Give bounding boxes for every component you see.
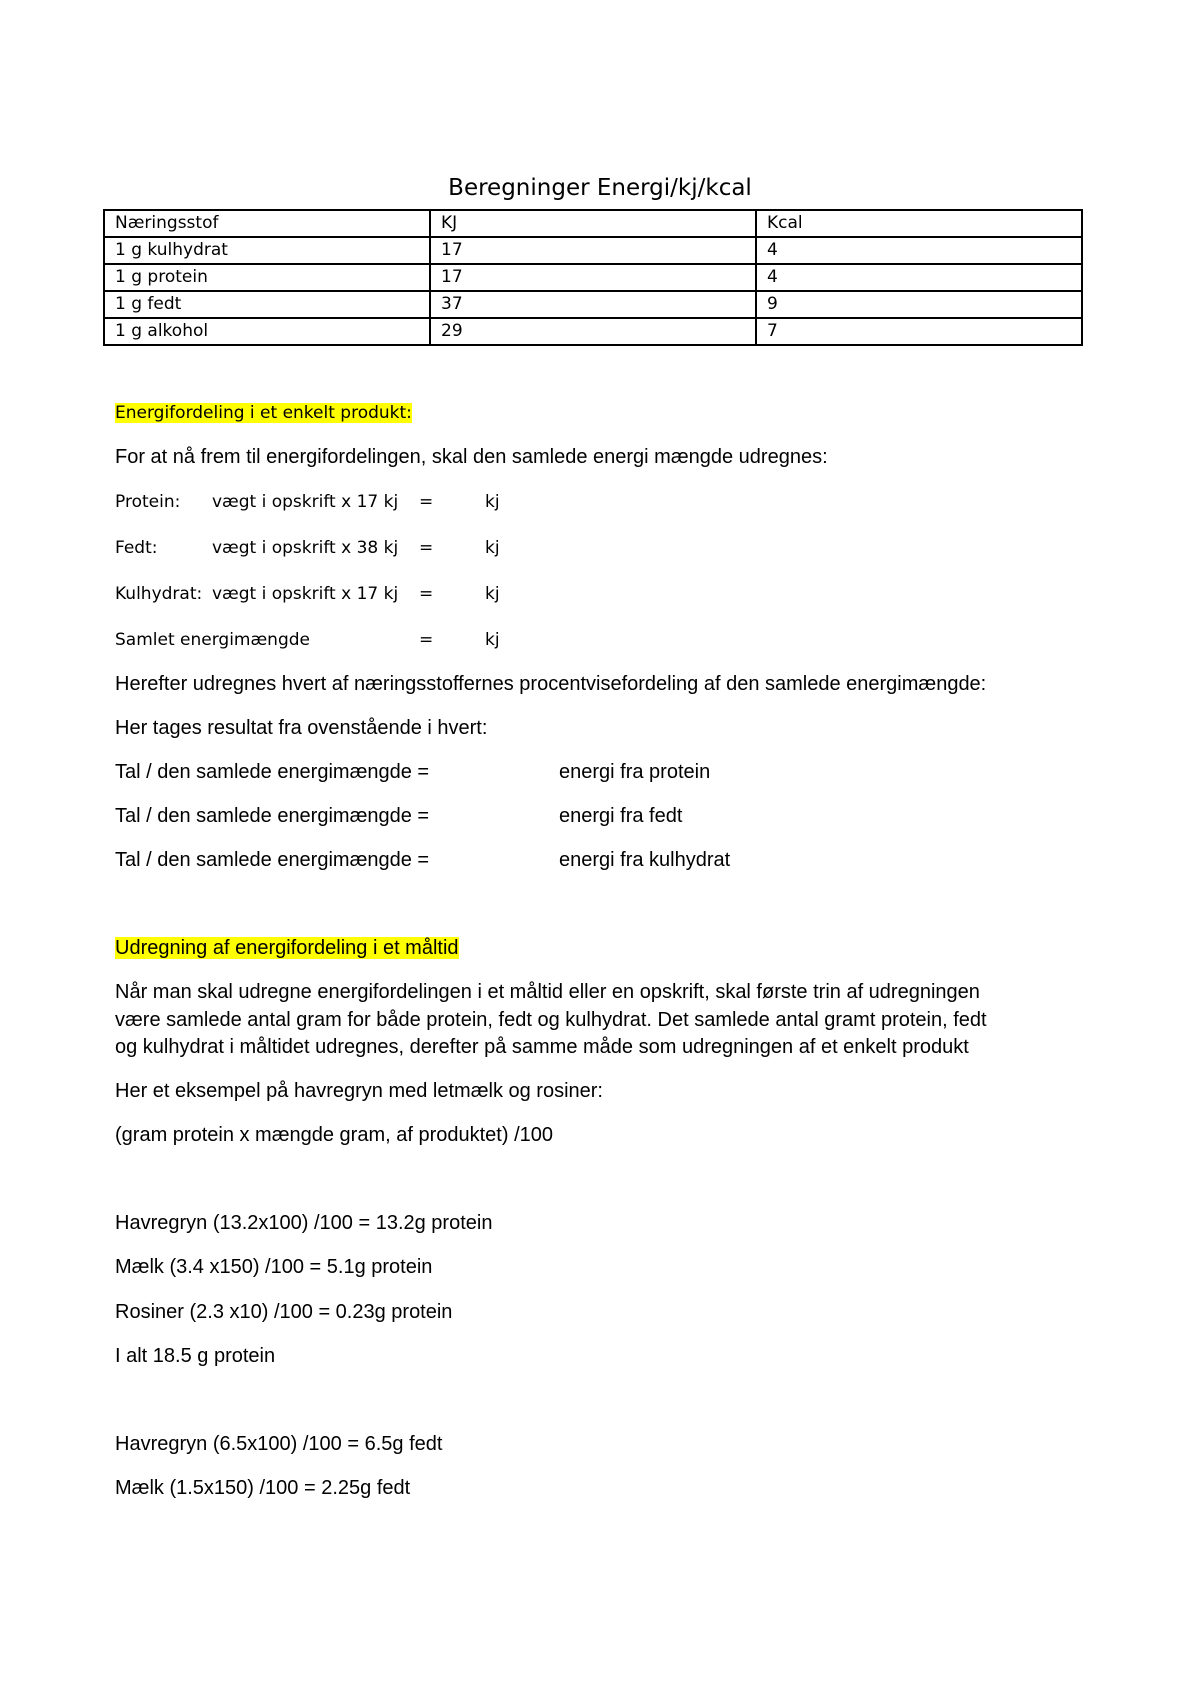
formula-label: Samlet energimængde (115, 630, 310, 650)
formula-expression: vægt i opskrift x 38 kj (212, 538, 399, 558)
paragraph-line: og kulhydrat i måltidet udregnes, derefter på samme måde som udregningen af et enkelt produkt (115, 1036, 969, 1058)
formula-unit: kj (485, 538, 500, 558)
table-row (104, 264, 1082, 291)
formula-unit: kj (485, 630, 500, 650)
ratio-result: energi fra protein (559, 761, 711, 783)
intro-text: For at nå frem til energifordelingen, skal den samlede energi mængde udregnes: (115, 446, 828, 468)
ratio-row (115, 805, 683, 828)
paragraph-line: være samlede antal gram for både protein, fedt og kulhydrat. Det samlede antal gramt protein, fedt (115, 1009, 987, 1031)
table-cell: 7 (756, 318, 1082, 345)
table-cell: 29 (430, 318, 756, 345)
formula-row (115, 492, 500, 512)
formula-row (115, 584, 500, 604)
ratio-result: energi fra fedt (559, 805, 683, 827)
table-cell: 37 (430, 291, 756, 318)
calculation-line: Rosiner (2.3 x10) /100 = 0.23g protein (115, 1301, 453, 1323)
table-cell: 17 (430, 237, 756, 264)
formula-row (115, 538, 500, 558)
formula-label: Kulhydrat: (115, 584, 203, 604)
formula-unit: kj (485, 584, 500, 604)
table-cell: 1 g kulhydrat (104, 237, 430, 264)
table-cell: 1 g fedt (104, 291, 430, 318)
ratio-result: energi fra kulhydrat (559, 849, 731, 871)
formula-unit: kj (485, 492, 500, 512)
formula-expression: vægt i opskrift x 17 kj (212, 492, 399, 512)
calculation-line: Havregryn (6.5x100) /100 = 6.5g fedt (115, 1433, 443, 1455)
table-row (104, 318, 1082, 345)
table-cell: 9 (756, 291, 1082, 318)
calculation-line: Mælk (1.5x150) /100 = 2.25g fedt (115, 1477, 411, 1499)
page-title: Beregninger Energi/kj/kcal (448, 175, 752, 201)
table-row (104, 291, 1082, 318)
formula-label: Protein: (115, 492, 181, 512)
section-heading (115, 403, 412, 423)
table-cell: 17 (430, 264, 756, 291)
table-cell: 1 g alkohol (104, 318, 430, 345)
body-text: Herefter udregnes hvert af næringsstoffernes procentvisefordeling af den samlede energimængde: (115, 673, 987, 695)
body-text: Her tages resultat fra ovenstående i hvert: (115, 717, 488, 739)
formula-equals: = (419, 630, 434, 650)
example-intro: Her et eksempel på havregryn med letmælk og rosiner: (115, 1080, 603, 1102)
formula-row (115, 630, 500, 650)
table-cell: 4 (756, 264, 1082, 291)
table-row (104, 237, 1082, 264)
formula-equals: = (419, 492, 434, 512)
paragraph-line: Når man skal udregne energifordelingen i et måltid eller en opskrift, skal første trin af udregningen (115, 981, 980, 1003)
ratio-row (115, 849, 731, 872)
formula-text: (gram protein x mængde gram, af produktet) /100 (115, 1124, 553, 1146)
table-header-row (104, 210, 1082, 237)
formula-label: Fedt: (115, 538, 158, 558)
ratio-row (115, 761, 711, 784)
energy-table (103, 209, 1083, 346)
formula-equals: = (419, 538, 434, 558)
table-cell: 1 g protein (104, 264, 430, 291)
section-heading (115, 937, 459, 960)
calculation-line: Mælk (3.4 x150) /100 = 5.1g protein (115, 1256, 433, 1278)
ratio-formula: Tal / den samlede energimængde = (115, 849, 430, 871)
section-heading-text: Udregning af energifordeling i et måltid (115, 937, 459, 959)
table-cell: 4 (756, 237, 1082, 264)
section-heading-text: Energifordeling i et enkelt produkt: (115, 403, 412, 423)
ratio-formula: Tal / den samlede energimængde = (115, 761, 430, 783)
table-header-cell: Kcal (756, 210, 1082, 237)
calculation-total: I alt 18.5 g protein (115, 1345, 276, 1367)
formula-equals: = (419, 584, 434, 604)
formula-expression: vægt i opskrift x 17 kj (212, 584, 399, 604)
calculation-line: Havregryn (13.2x100) /100 = 13.2g protein (115, 1212, 493, 1234)
table-header-cell: Næringsstof (104, 210, 430, 237)
table-header-cell: KJ (430, 210, 756, 237)
ratio-formula: Tal / den samlede energimængde = (115, 805, 430, 827)
